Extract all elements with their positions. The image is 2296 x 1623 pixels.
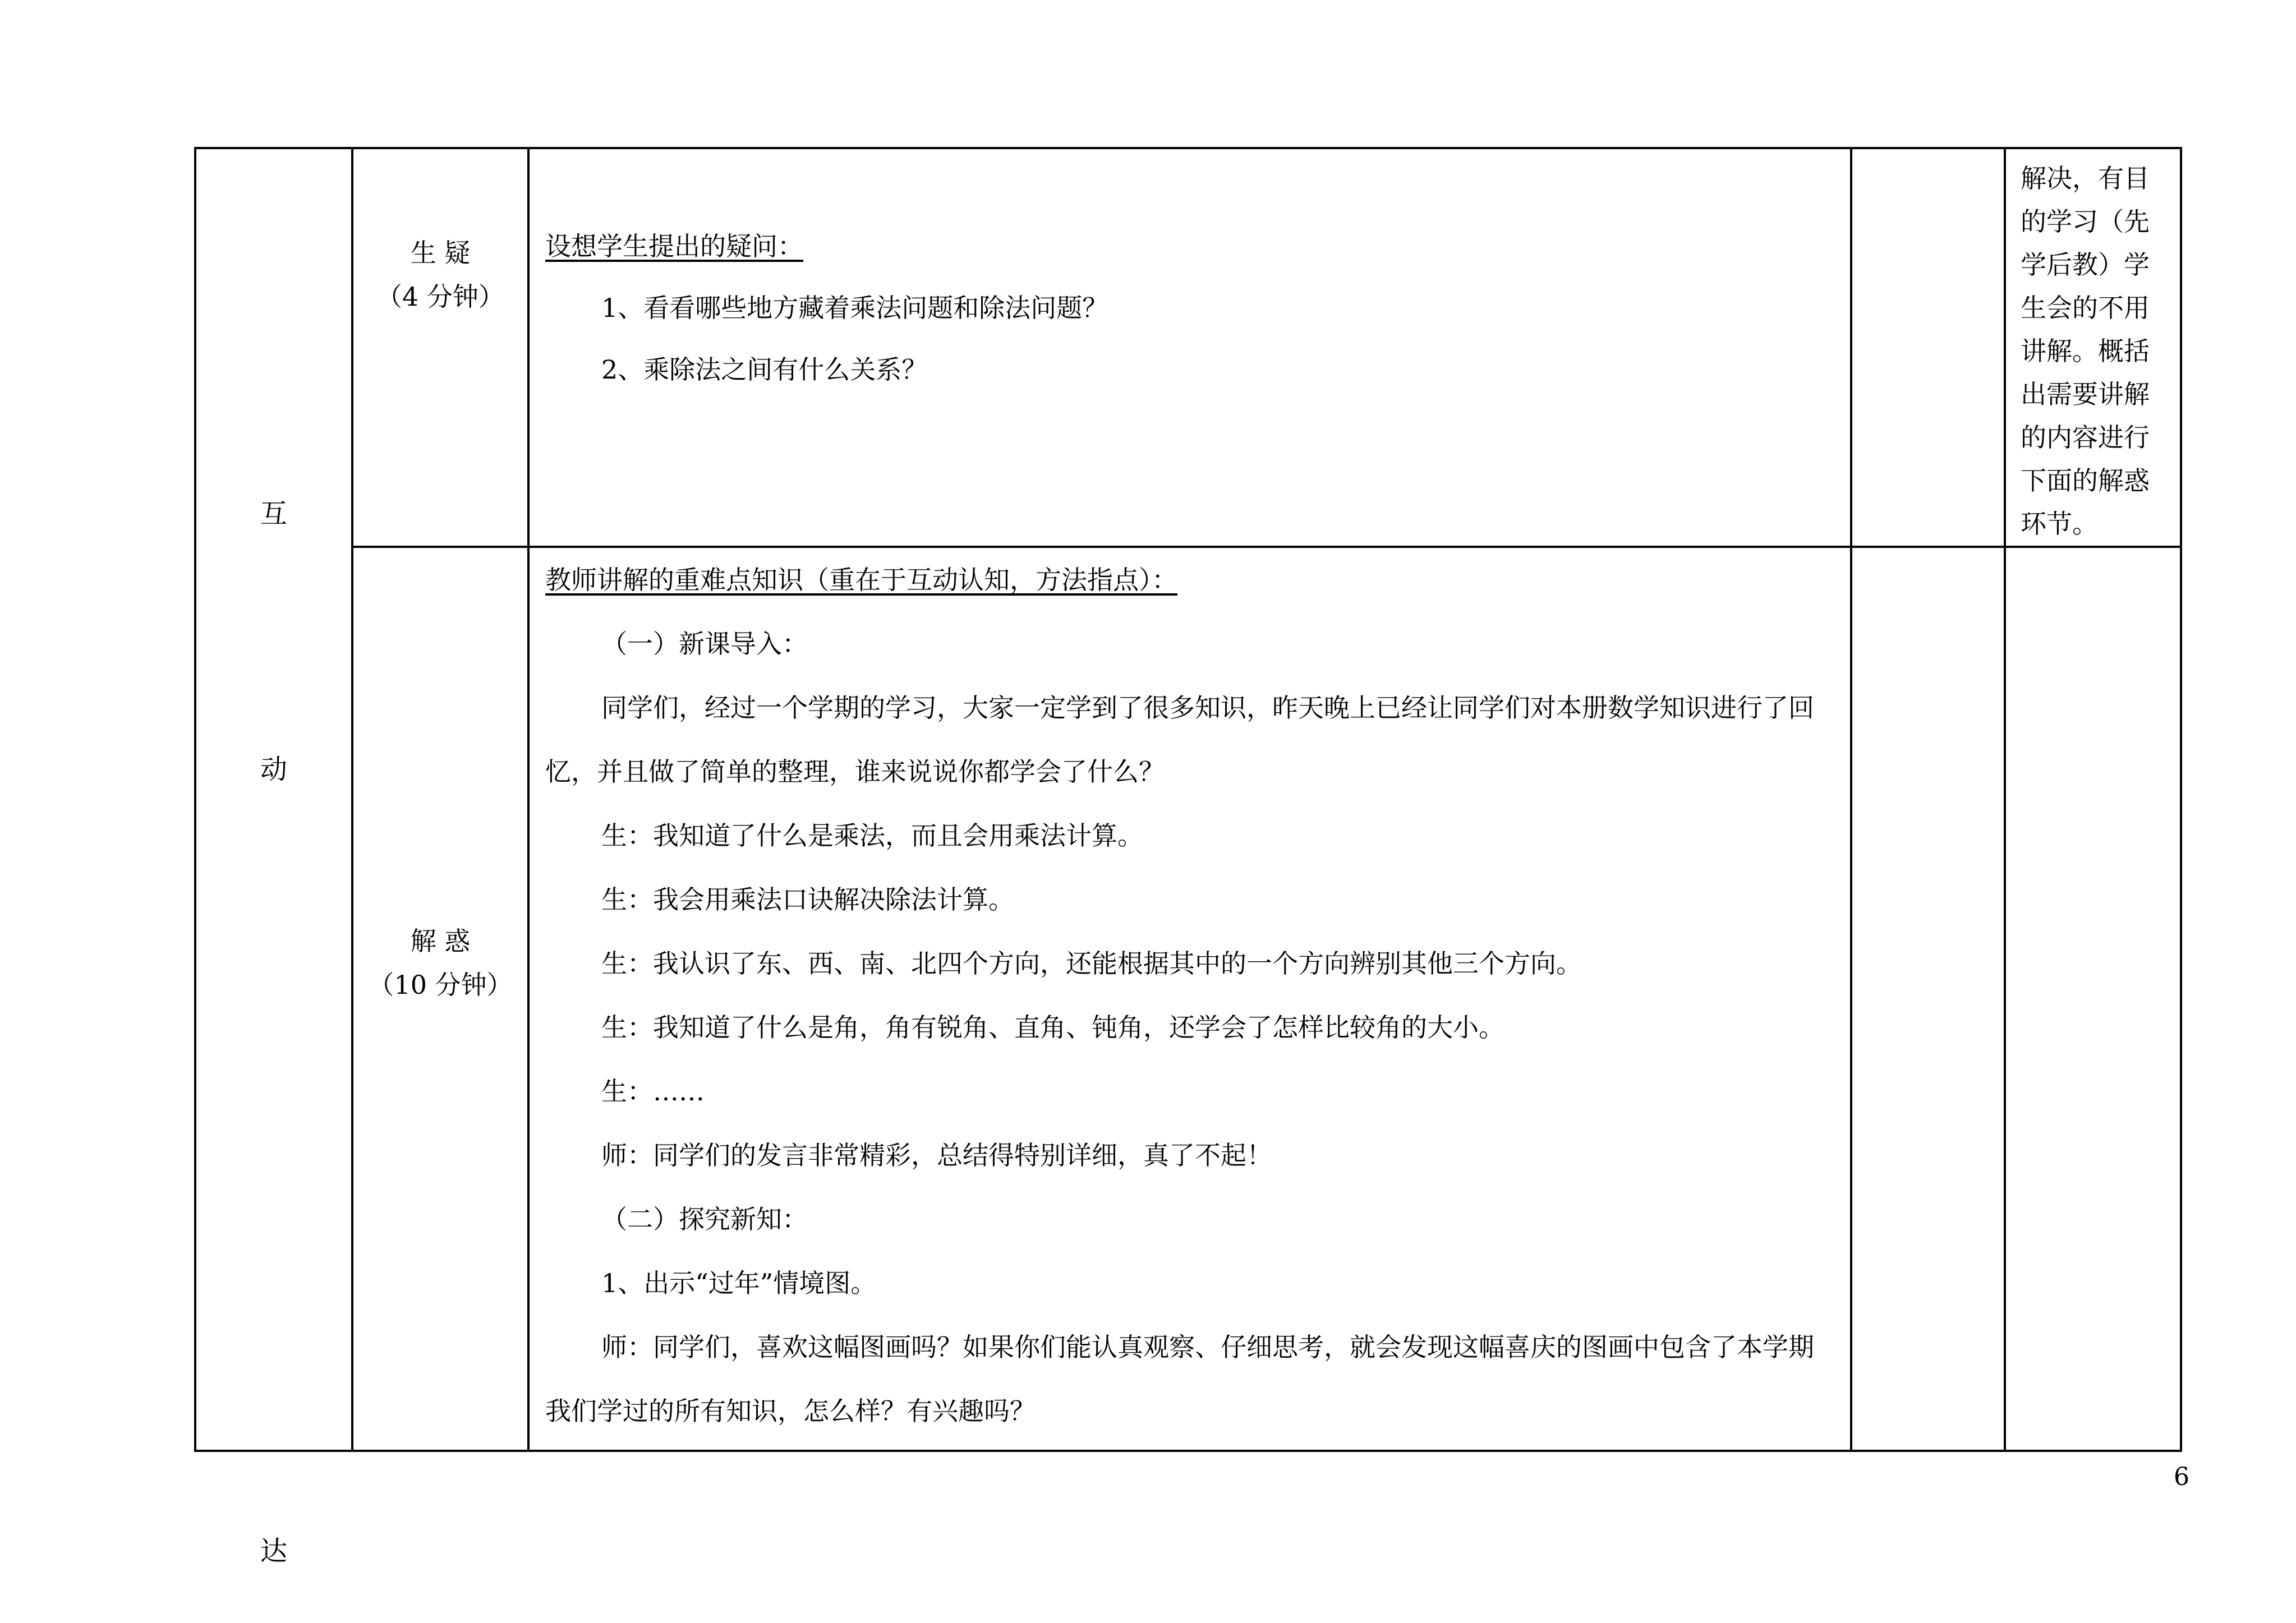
dialogue-line: 生：我知道了什么是角，角有锐角、直角、钝角，还学会了怎样比较角的大小。	[601, 1012, 1504, 1043]
paragraph: 师：同学们，喜欢这幅图画吗？如果你们能认真观察、仔细思考，就会发现这幅喜庆的图画中包含了本学期我们学过的所有知识，怎么样？有兴趣吗？	[545, 1332, 1814, 1426]
content-cell-raise-questions	[528, 148, 1851, 547]
section-heading: 教师讲解的重难点知识（重在于互动认知，方法指点）：	[545, 565, 1177, 595]
paragraph: 1、出示“过年”情境图。	[601, 1268, 877, 1298]
content-cell-clarify	[528, 547, 1851, 1451]
subsection-heading: （一）新课导入：	[601, 629, 808, 659]
question-line: 2、乘除法之间有什么关系？	[601, 354, 928, 385]
stage-char-2: 动	[260, 754, 287, 785]
content-clarify	[530, 548, 1850, 1443]
note-cell	[2005, 148, 2181, 547]
dialogue-line: 生：我认识了东、西、南、北四个方向，还能根据其中的一个方向辨别其他三个方向。	[601, 948, 1582, 979]
step-label-clarify	[353, 919, 527, 1007]
content-raise-questions	[530, 149, 1850, 400]
stage-char-3: 达	[260, 1536, 287, 1567]
step-cell-raise-questions	[352, 148, 528, 547]
note-cell	[2005, 547, 2181, 1451]
section-heading: 设想学生提出的疑问：	[545, 231, 803, 261]
empty-cell	[1851, 148, 2005, 547]
row-raise-questions	[195, 148, 2181, 547]
question-line: 1、看看哪些地方藏着乘法问题和除法问题？	[601, 293, 1108, 323]
paragraph: 同学们，经过一个学期的学习，大家一定学到了很多知识，昨天晚上已经让同学们对本册数学知识进行了回忆，并且做了简单的整理，谁来说说你都学会了什么？	[545, 693, 1814, 787]
step-time: （4 分钟）	[376, 282, 504, 312]
stage-char-1: 互	[260, 498, 287, 529]
subsection-heading: （二）探究新知：	[601, 1204, 808, 1234]
step-time: （10 分钟）	[368, 970, 513, 1000]
row-clarify	[195, 547, 2181, 1451]
stage-cell	[195, 148, 352, 1567]
dialogue-line: 生：我会用乘法口诀解决除法计算。	[601, 884, 1014, 915]
empty-cell	[1851, 547, 2005, 1451]
page-number: 6	[2174, 1463, 2189, 1491]
step-cell-clarify	[352, 547, 528, 1451]
step-name: 解 惑	[410, 926, 471, 956]
design-note: 解决，有目的学习（先学后教）学生会的不用讲解。概括出需要讲解的内容进行下面的解惑环节。	[2021, 163, 2150, 539]
dialogue-line: 生：我知道了什么是乘法，而且会用乘法计算。	[601, 820, 1143, 851]
step-name: 生 疑	[410, 238, 471, 268]
dialogue-line: 生：……	[601, 1076, 705, 1106]
step-label-raise-questions	[353, 231, 527, 319]
lesson-plan-table	[194, 147, 2182, 1567]
dialogue-line: 师：同学们的发言非常精彩，总结得特别详细，真了不起！	[601, 1140, 1272, 1170]
